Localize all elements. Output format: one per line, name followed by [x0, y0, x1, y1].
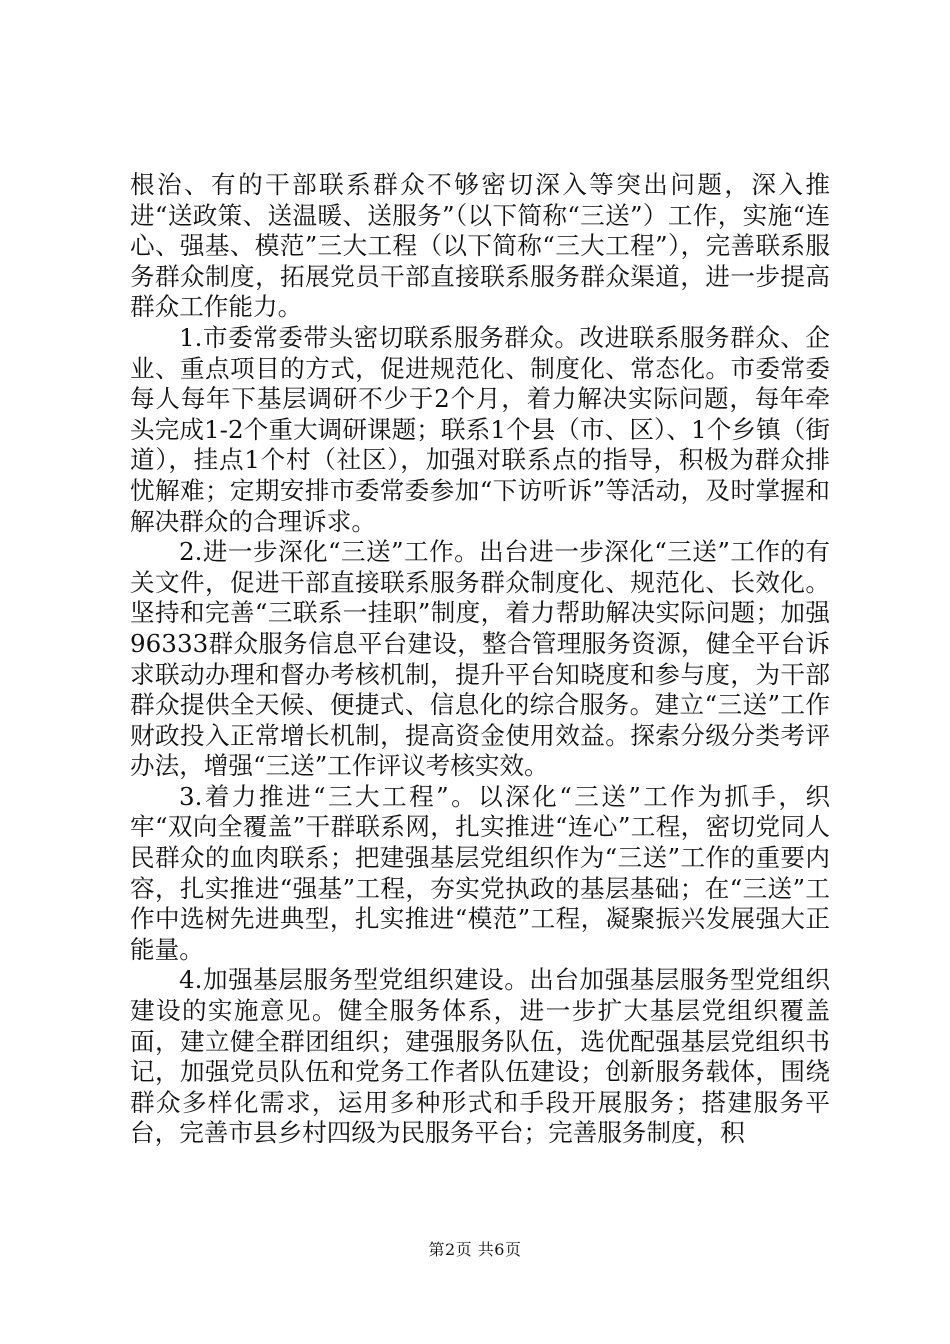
paragraph-item-2: 2.进一步深化“三送”工作。出台进一步深化“三送”工作的有关文件，促进干部直接联系服务群众制度化、规范化、长效化。坚持和完善“三联系一挂职”制度，着力帮助解决实际问题；加强96333群众服务信息平台建设，整合管理服务资源，健全平台诉求联动办理和督办考核机制，提升平台知晓度和参与度，为干部群众提供全天候、便捷式、信息化的综合服务。建立“三送”工作财政投入正常增长机制，提高资金使用效益。探索分级分类考评办法，增强“三送”工作评议考核实效。 — [130, 537, 830, 781]
paragraph-item-3: 3.着力推进“三大工程”。以深化“三送”工作为抓手，织牢“双向全覆盖”干群联系网，扎实推进“连心”工程，密切党同人民群众的血肉联系；把建强基层党组织作为“三送”工作的重要内容，扎实推进“强基”工程，夯实党执政的基层基础；在“三送”工作中选树先进典型，扎实推进“模范”工程，凝聚振兴发展强大正能量。 — [130, 781, 830, 964]
document-body — [130, 170, 830, 1149]
paragraph-item-1: 1.市委常委带头密切联系服务群众。改进联系服务群众、企业、重点项目的方式，促进规范化、制度化、常态化。市委常委每人每年下基层调研不少于2个月，着力解决实际问题，每年牵头完成1-2个重大调研课题；联系1个县（市、区）、1个乡镇（街道），挂点1个村（社区），加强对联系点的指导，积极为群众排忧解难；定期安排市委常委参加“下访听诉”等活动，及时掌握和解决群众的合理诉求。 — [130, 322, 830, 536]
paragraph-intro: 根治、有的干部联系群众不够密切深入等突出问题，深入推进“送政策、送温暖、送服务”（以下简称“三送”）工作，实施“连心、强基、模范”三大工程（以下简称“三大工程”），完善联系服务群众制度，拓展党员干部直接联系服务群众渠道，进一步提高群众工作能力。 — [130, 170, 830, 322]
page-number-footer: 第2页 共6页 — [428, 1240, 522, 1259]
paragraph-item-4: 4.加强基层服务型党组织建设。出台加强基层服务型党组织建设的实施意见。健全服务体系，进一步扩大基层党组织覆盖面，建立健全群团组织；建强服务队伍，选优配强基层党组织书记，加强党员队伍和党务工作者队伍建设；创新服务载体，围绕群众多样化需求，运用多种形式和手段开展服务；搭建服务平台，完善市县乡村四级为民服务平台；完善服务制度，积 — [130, 965, 830, 1148]
